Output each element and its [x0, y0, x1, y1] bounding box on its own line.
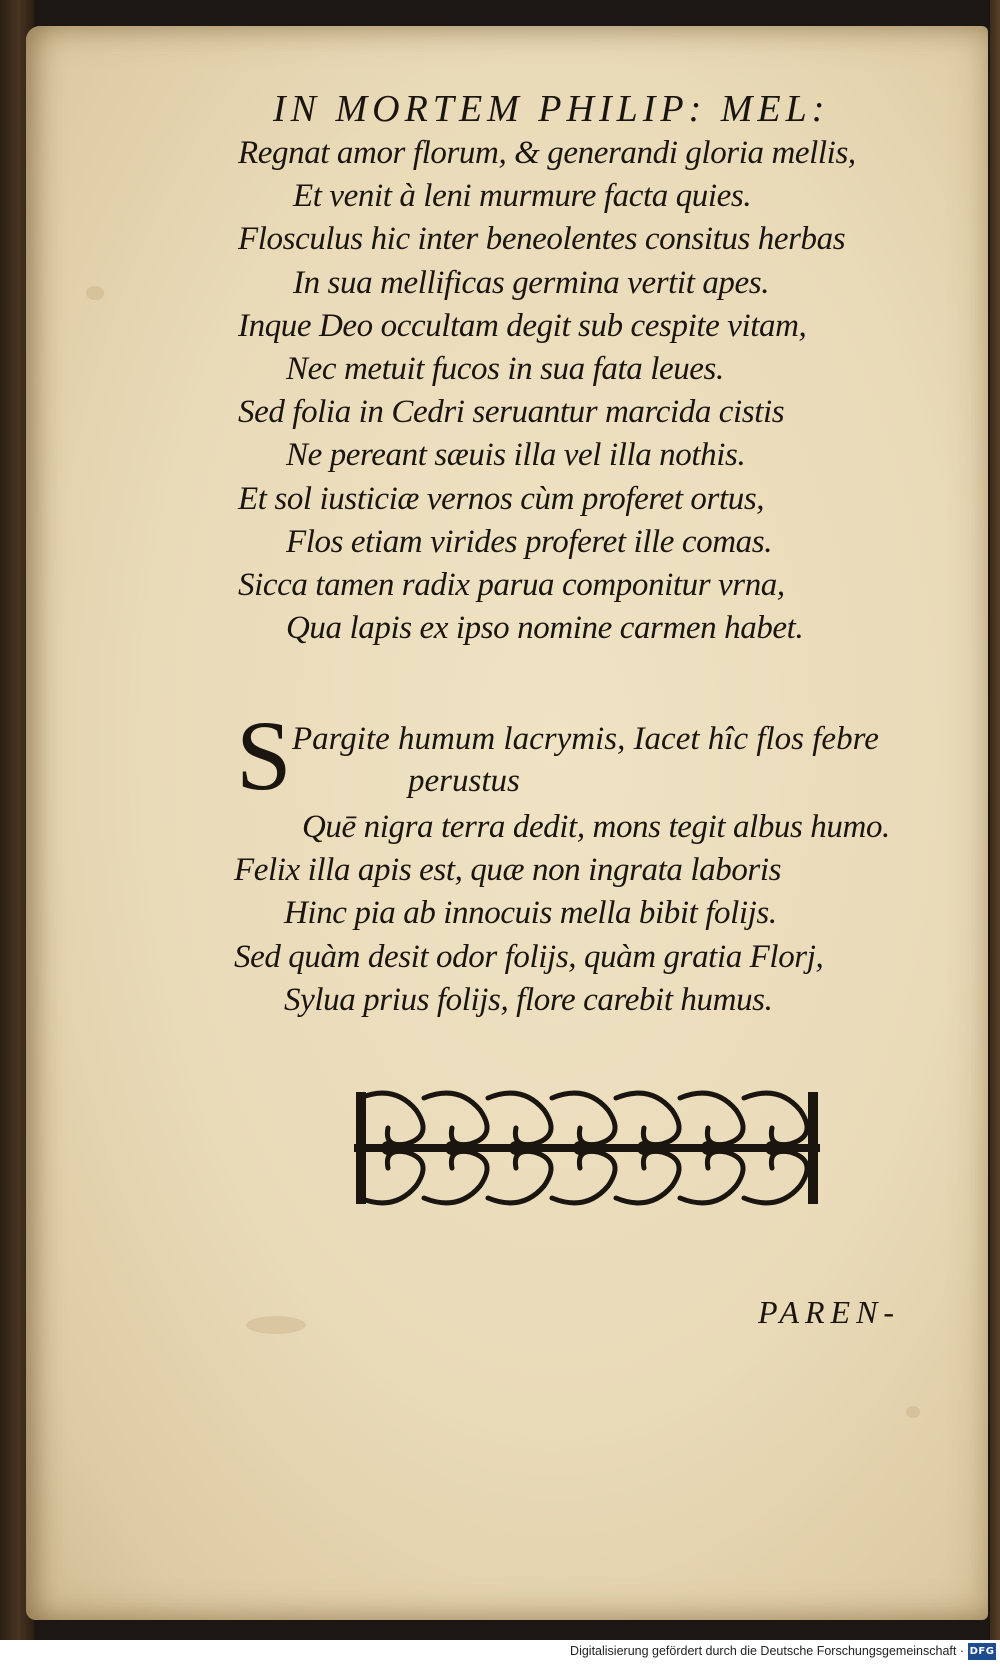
- verse-line: In sua mellificas germina vertit apes.: [293, 264, 770, 301]
- funding-credit: Digitalisierung gefördert durch die Deutsche Forschungsgemeinschaft ·: [570, 1644, 964, 1658]
- running-head: IN MORTEM PHILIP: MEL:: [273, 88, 830, 130]
- book-board-right: [990, 0, 1000, 1640]
- verse-line: Sed folia in Cedri seruantur marcida cistis: [238, 394, 785, 431]
- verse-line: Qua lapis ex ipso nomine carmen habet.: [286, 610, 804, 647]
- digitization-footer: [0, 1640, 1000, 1666]
- foxing-spot: [86, 286, 104, 300]
- verse-line: Flos etiam virides proferet ille comas.: [286, 523, 773, 560]
- verse-line: Inque Deo occultam degit sub cespite vitam,: [238, 307, 807, 344]
- verse-line-continuation: perustus: [408, 763, 520, 799]
- dfg-logo-icon: DFG: [968, 1643, 996, 1660]
- foxing-spot: [906, 1406, 920, 1418]
- verse-line: Sylua prius folijs, flore carebit humus.: [284, 981, 773, 1018]
- verse-line: Hinc pia ab innocuis mella bibit folijs.: [284, 895, 777, 932]
- drop-cap: S: [236, 700, 292, 811]
- stanza-2-opening: [236, 700, 956, 811]
- poem-stanza-1: [238, 86, 958, 650]
- verse-line: Felix illa apis est, quæ non ingrata laboris: [234, 852, 782, 889]
- verse-line: Sed quàm desit odor folijs, quàm gratia Florj,: [234, 938, 824, 975]
- verse-line: Flosculus hic inter beneolentes consitus herbas: [238, 221, 846, 258]
- verse-line: Ne pereant sæuis illa vel illa nothis.: [286, 437, 746, 474]
- printers-ornament: [354, 1088, 820, 1208]
- verse-line: Regnat amor florum, & generandi gloria mellis,: [238, 135, 856, 171]
- catchword: PAREN-: [758, 1294, 901, 1330]
- verse-line: Quē nigra terra dedit, mons tegit albus humo.: [302, 809, 890, 845]
- verse-line: Pargite humum lacrymis, Iacet hîc flos febre: [292, 721, 879, 757]
- verse-line: Et sol iusticiæ vernos cùm proferet ortus,: [238, 480, 765, 517]
- verse-line: Nec metuit fucos in sua fata leues.: [286, 351, 724, 388]
- foxing-spot: [246, 1316, 306, 1334]
- verse-line: Sicca tamen radix parua componitur vrna,: [238, 567, 785, 604]
- poem-stanza-2: [234, 700, 956, 1022]
- verse-line: Et venit à leni murmure facta quies.: [293, 178, 752, 215]
